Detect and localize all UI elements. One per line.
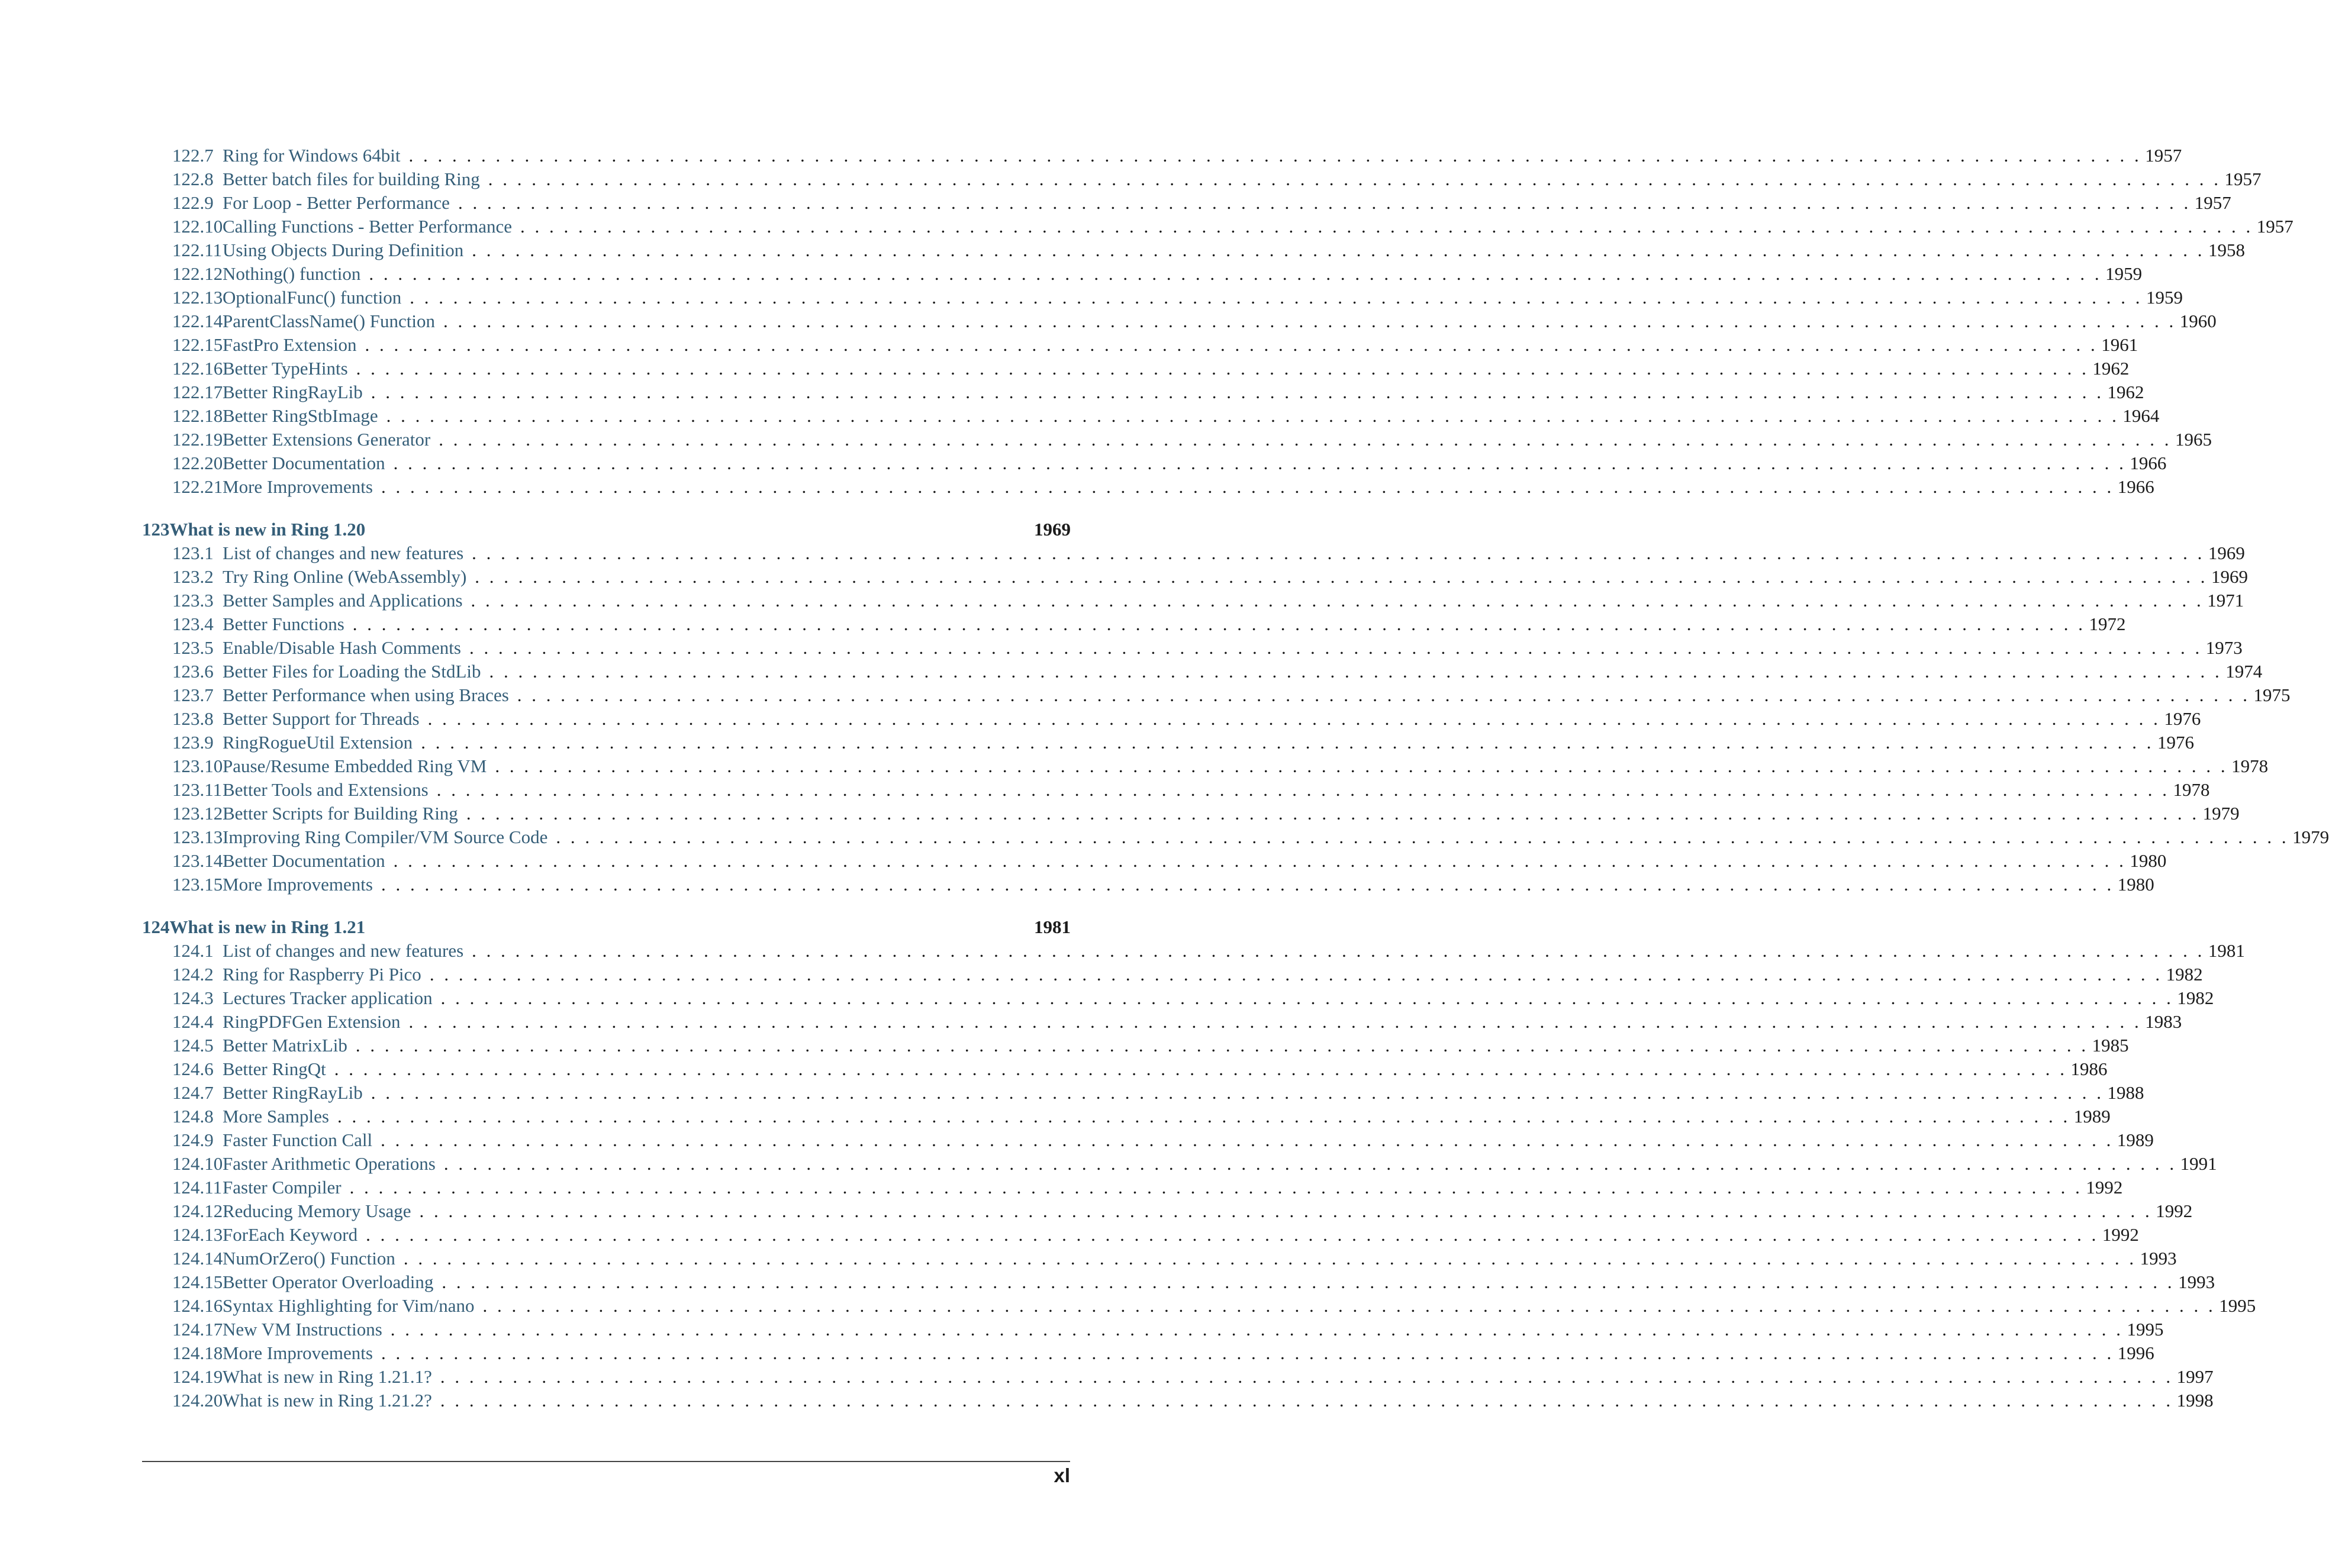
- toc-entry-number: 122.16: [172, 358, 223, 379]
- toc-entry-number: 124.4: [172, 1011, 214, 1032]
- toc-entry-page[interactable]: 1976: [2164, 708, 2201, 729]
- dot-leader: . . . . . . . . . . . . . . . . . . . . . . . . . . . . . . . . . . . . . . . . . . . . . . . . . . . . . . . . . . . . . . . . . . . . . . . . . . . . . . . . . . . . . . . . . . . . . . . . . . . . . . . . . . . . . . . . . . . . . . . .: [408, 145, 2142, 166]
- toc-entry-title[interactable]: More Samples: [223, 1106, 329, 1127]
- toc-entry-page[interactable]: 1969: [2211, 566, 2249, 587]
- toc-entry-page[interactable]: 1969: [2208, 543, 2245, 563]
- toc-section-entry[interactable]: [142, 849, 2167, 873]
- dot-leader: . . . . . . . . . . . . . . . . . . . . . . . . . . . . . . . . . . . . . . . . . . . . . . . . . . . . . . . . . . . . . . . . . . . . . . . . . . . . . . . . . . . . . . . . . . . . . . . . . . . . . . . . . . . . . . . . . . . . . . . .: [439, 429, 2172, 450]
- toc-entry-page[interactable]: 1983: [2145, 1011, 2182, 1032]
- toc-entry-title[interactable]: Improving Ring Compiler/VM Source Code: [223, 827, 548, 847]
- toc-entry-title[interactable]: List of changes and new features: [223, 543, 464, 563]
- toc-section-entry[interactable]: [142, 475, 2154, 499]
- toc-entry-number: 124.6: [172, 1059, 214, 1079]
- toc-entry-title[interactable]: Lectures Tracker application: [223, 988, 433, 1008]
- toc-entry-page[interactable]: 1992: [2086, 1177, 2123, 1198]
- toc-section-entry[interactable]: [142, 451, 2167, 475]
- toc-entry-number: 124.3: [172, 988, 214, 1008]
- dot-leader: . . . . . . . . . . . . . . . . . . . . . . . . . . . . . . . . . . . . . . . . . . . . . . . . . . . . . . . . . . . . . . . . . . . . . . . . . . . . . . . . . . . . . . . . . . . . . . . . . . . . . . . . . . . . . . . . . . . . . . . .: [337, 1106, 2070, 1127]
- dot-leader: . . . . . . . . . . . . . . . . . . . . . . . . . . . . . . . . . . . . . . . . . . . . . . . . . . . . . . . . . . . . . . . . . . . . . . . . . . . . . . . . . . . . . . . . . . . . . . . . . . . . . . . . . . . . . . . . . . . . . . . .: [520, 216, 2253, 237]
- toc-entry-number: 123.9: [172, 732, 214, 753]
- dot-leader: . . . . . . . . . . . . . . . . . . . . . . . . . . . . . . . . . . . . . . . . . . . . . . . . . . . . . . . . . . . . . . . . . . . . . . . . . . . . . . . . . . . . . . . . . . . . . . . . . . . . . . . . . . . . . . . . . . . . . . . .: [443, 311, 2176, 331]
- toc-entry-number: 124.17: [172, 1319, 223, 1340]
- toc-section-entry[interactable]: [142, 660, 2263, 683]
- dot-leader: . . . . . . . . . . . . . . . . . . . . . . . . . . . . . . . . . . . . . . . . . . . . . . . . . . . . . . . . . . . . . . . . . . . . . . . . . . . . . . . . . . . . . . . . . . . . . . . . . . . . . . . . . . . . . . . . . . . . . . . .: [472, 940, 2205, 961]
- toc-entry-number: 123.5: [172, 637, 214, 658]
- dot-leader: . . . . . . . . . . . . . . . . . . . . . . . . . . . . . . . . . . . . . . . . . . . . . . . . . . . . . . . . . . . . . . . . . . . . . . . . . . . . . . . . . . . . . . . . . . . . . . . . . . . . . . . . . . . . . . . . . . . . . . . .: [386, 405, 2119, 426]
- toc-entry-number: 124.12: [172, 1201, 223, 1221]
- toc-section-entry[interactable]: [142, 1318, 2164, 1341]
- toc-entry-title[interactable]: Better Performance when using Braces: [223, 685, 509, 705]
- toc-section-entry[interactable]: [142, 215, 2293, 238]
- toc-entry-title[interactable]: Better batch files for building Ring: [223, 169, 480, 189]
- dot-leader: . . . . . . . . . . . . . . . . . . . . . . . . . . . . . . . . . . . . . . . . . . . . . . . . . . . . . . . . . . . . . . . . . . . . . . . . . . . . . . . . . . . . . . . . . . . . . . . . . . . . . . . . . . . . . . . . . . . . . . . .: [488, 169, 2221, 189]
- toc-entry-page[interactable]: 1989: [2073, 1106, 2111, 1127]
- toc-entry-page[interactable]: 1979: [2202, 803, 2240, 824]
- toc-entry-title[interactable]: What is new in Ring 1.21: [169, 917, 366, 937]
- toc-section-entry[interactable]: [142, 778, 2210, 802]
- toc-section-entry[interactable]: [142, 754, 2269, 778]
- toc-entry-title[interactable]: What is new in Ring 1.21.2?: [223, 1390, 432, 1411]
- toc-section-entry[interactable]: [142, 1081, 2144, 1105]
- toc-entry-number: 122.21: [172, 476, 223, 497]
- toc-entry-page[interactable]: 1972: [2089, 614, 2126, 634]
- toc-entry-number: 123.12: [172, 803, 223, 824]
- toc-section-entry[interactable]: [142, 1128, 2154, 1152]
- toc-entry-title[interactable]: Better RingQt: [223, 1059, 326, 1079]
- dot-leader: . . . . . . . . . . . . . . . . . . . . . . . . . . . . . . . . . . . . . . . . . . . . . . . . . . . . . . . . . . . . . . . . . . . . . . . . . . . . . . . . . . . . . . . . . . . . . . . . . . . . . . . . . . . . . . . . . . . . . . . .: [369, 263, 2102, 284]
- toc-entry-page[interactable]: 1961: [2101, 334, 2138, 355]
- toc-entry-page[interactable]: 1992: [2102, 1224, 2139, 1245]
- toc-entry-page[interactable]: 1980: [2130, 850, 2167, 871]
- toc-entry-number: 124.2: [172, 964, 214, 985]
- toc-section-entry[interactable]: [142, 428, 2212, 451]
- toc-entry-title[interactable]: Faster Compiler: [223, 1177, 342, 1198]
- toc-entry-page[interactable]: 1982: [2166, 964, 2203, 985]
- toc-entry-number: 123.14: [172, 850, 223, 871]
- toc-entry-page[interactable]: 1988: [2107, 1082, 2144, 1103]
- toc-section-entry[interactable]: [142, 144, 2182, 167]
- toc-section-entry[interactable]: [142, 565, 2249, 589]
- toc-section-entry[interactable]: [142, 1152, 2217, 1176]
- dot-leader: . . . . . . . . . . . . . . . . . . . . . . . . . . . . . . . . . . . . . . . . . . . . . . . . . . . . . . . . . . . . . . . . . . . . . . . . . . . . . . . . . . . . . . . . . . . . . . . . . . . . . . . . . . . . . . . . . . . . . . . .: [390, 1319, 2124, 1340]
- dot-leader: . . . . . . . . . . . . . . . . . . . . . . . . . . . . . . . . . . . . . . . . . . . . . . . . . . . . . . . . . . . . . . . . . . . . . . . . . . . . . . . . . . . . . . . . . . . . . . . . . . . . . . . . . . . . . . . . . . . . . . . .: [489, 661, 2222, 682]
- dot-leader: . . . . . . . . . . . . . . . . . . . . . . . . . . . . . . . . . . . . . . . . . . . . . . . . . . . . . . . . . . . . . . . . . . . . . . . . . . . . . . . . . . . . . . . . . . . . . . . . . . . . . . . . . . . . . . . . . . . . . . . .: [429, 964, 2163, 985]
- toc-section-entry[interactable]: [142, 589, 2244, 612]
- toc-section-entry[interactable]: [142, 636, 2243, 660]
- dot-leader: . . . . . . . . . . . . . . . . . . . . . . . . . . . . . . . . . . . . . . . . . . . . . . . . . . . . . . . . . . . . . . . . . . . . . . . . . . . . . . . . . . . . . . . . . . . . . . . . . . . . . . . . . . . . . . . . . . . . . . . .: [440, 988, 2174, 1008]
- dot-leader: . . . . . . . . . . . . . . . . . . . . . . . . . . . . . . . . . . . . . . . . . . . . . . . . . . . . . . . . . . . . . . . . . . . . . . . . . . . . . . . . . . . . . . . . . . . . . . . . . . . . . . . . . . . . . . . . . . . . . . . .: [472, 240, 2205, 260]
- dot-leader: . . . . . . . . . . . . . . . . . . . . . . . . . . . . . . . . . . . . . . . . . . . . . . . . . . . . . . . . . . . . . . . . . . . . . . . . . . . . . . . . . . . . . . . . . . . . . . . . . . . . . . . . . . . . . . . . . . . . . . . .: [408, 1011, 2142, 1032]
- toc-section-entry[interactable]: [142, 1010, 2182, 1034]
- toc-entry-title[interactable]: Better Support for Threads: [223, 708, 420, 729]
- toc-section-entry[interactable]: [142, 825, 2329, 849]
- dot-leader: . . . . . . . . . . . . . . . . . . . . . . . . . . . . . . . . . . . . . . . . . . . . . . . . . . . . . . . . . . . . . . . . . . . . . . . . . . . . . . . . . . . . . . . . . . . . . . . . . . . . . . . . . . . . . . . . . . . . . . . .: [366, 1224, 2099, 1245]
- toc-entry-number: 124: [142, 917, 170, 937]
- toc-entry-title[interactable]: Pause/Resume Embedded Ring VM: [223, 756, 487, 776]
- dot-leader: . . . . . . . . . . . . . . . . . . . . . . . . . . . . . . . . . . . . . . . . . . . . . . . . . . . . . . . . . . . . . . . . . . . . . . . . . . . . . . . . . . . . . . . . . . . . . . . . . . . . . . . . . . . . . . . . . . . . . . . .: [469, 637, 2202, 658]
- toc-entry-title[interactable]: ForEach Keyword: [223, 1224, 358, 1245]
- toc-entry-title[interactable]: ParentClassName() Function: [223, 311, 436, 331]
- dot-leader: . . . . . . . . . . . . . . . . . . . . . . . . . . . . . . . . . . . . . . . . . . . . . . . . . . . . . . . . . . . . . . . . . . . . . . . . . . . . . . . . . . . . . . . . . . . . . . . . . . . . . . . . . . . . . . . . . . . . . . . .: [371, 382, 2104, 402]
- toc-entry-page[interactable]: 1973: [2205, 637, 2243, 658]
- dot-leader: . . . . . . . . . . . . . . . . . . . . . . . . . . . . . . . . . . . . . . . . . . . . . . . . . . . . . . . . . . . . . . . . . . . . . . . . . . . . . . . . . . . . . . . . . . . . . . . . . . . . . . . . . . . . . . . . . . . . . . . .: [381, 1130, 2114, 1150]
- toc-entry-title[interactable]: Better RingRayLib: [223, 1082, 363, 1103]
- toc-entry-title[interactable]: RingPDFGen Extension: [223, 1011, 401, 1032]
- toc-entry-title[interactable]: Nothing() function: [223, 263, 361, 284]
- dot-leader: . . . . . . . . . . . . . . . . . . . . . . . . . . . . . . . . . . . . . . . . . . . . . . . . . . . . . . . . . . . . . . . . . . . . . . . . . . . . . . . . . . . . . . . . . . . . . . . . . . . . . . . . . . . . . . . . . . . . . . . .: [381, 1343, 2114, 1363]
- toc-section-entry[interactable]: [142, 1199, 2193, 1223]
- toc-section-entry[interactable]: [142, 404, 2160, 428]
- footer-divider: [142, 1461, 1070, 1462]
- toc-entry-number: 123: [142, 519, 170, 540]
- toc-entry-number: 122.14: [172, 311, 223, 331]
- dot-leader: . . . . . . . . . . . . . . . . . . . . . . . . . . . . . . . . . . . . . . . . . . . . . . . . . . . . . . . . . . . . . . . . . . . . . . . . . . . . . . . . . . . . . . . . . . . . . . . . . . . . . . . . . . . . . . . . . . . . . . . .: [475, 566, 2208, 587]
- toc-section-entry[interactable]: [142, 1034, 2129, 1057]
- toc-entry-page[interactable]: 1997: [2176, 1366, 2214, 1387]
- toc-entry-page[interactable]: 1998: [2176, 1390, 2214, 1411]
- toc-entry-page[interactable]: 1992: [2156, 1201, 2193, 1221]
- toc-entry-page[interactable]: 1957: [2256, 216, 2293, 237]
- toc-entry-number: 124.14: [172, 1248, 223, 1269]
- toc-entry-number: 122.19: [172, 429, 223, 450]
- dot-leader: . . . . . . . . . . . . . . . . . . . . . . . . . . . . . . . . . . . . . . . . . . . . . . . . . . . . . . . . . . . . . . . . . . . . . . . . . . . . . . . . . . . . . . . . . . . . . . . . . . . . . . . . . . . . . . . . . . . . . . . .: [472, 543, 2205, 563]
- toc-section-entry[interactable]: [142, 333, 2138, 357]
- toc-entry-page[interactable]: 1980: [2117, 874, 2154, 895]
- toc-entry-number: 122.10: [172, 216, 223, 237]
- toc-entry-title[interactable]: Better Documentation: [223, 453, 385, 473]
- toc-section-entry[interactable]: [142, 683, 2291, 707]
- toc-entry-number: 122.7: [172, 145, 214, 166]
- toc-section-entry[interactable]: [142, 1223, 2139, 1247]
- toc-section-entry[interactable]: [142, 939, 2245, 963]
- toc-section-entry[interactable]: [142, 873, 2154, 896]
- toc-section-entry[interactable]: [142, 238, 2246, 262]
- toc-entry-page[interactable]: 1991: [2180, 1153, 2217, 1174]
- toc-entry-page[interactable]: 1957: [2145, 145, 2182, 166]
- toc-entry-page[interactable]: 1986: [2070, 1059, 2108, 1079]
- toc-entry-page[interactable]: 1981: [2208, 940, 2245, 961]
- toc-section-entry[interactable]: [142, 963, 2203, 986]
- toc-entry-title[interactable]: Reducing Memory Usage: [223, 1201, 411, 1221]
- toc-section-entry[interactable]: [142, 541, 2245, 565]
- dot-leader: . . . . . . . . . . . . . . . . . . . . . . . . . . . . . . . . . . . . . . . . . . . . . . . . . . . . . . . . . . . . . . . . . . . . . . . . . . . . . . . . . . . . . . . . . . . . . . . . . . . . . . . . . . . . . . . . . . . . . . . .: [381, 476, 2114, 497]
- dot-leader: . . . . . . . . . . . . . . . . . . . . . . . . . . . . . . . . . . . . . . . . . . . . . . . . . . . . . . . . . . . . . . . . . . . . . . . . . . . . . . . . . . . . . . . . . . . . . . . . . . . . . . . . . . . . . . . . . . . . . . . .: [410, 287, 2143, 308]
- toc-entry-title[interactable]: Better Extensions Generator: [223, 429, 431, 450]
- toc-entry-page[interactable]: 1962: [2092, 358, 2130, 379]
- toc-entry-number: 123.11: [172, 779, 223, 800]
- toc-entry-title[interactable]: New VM Instructions: [223, 1319, 382, 1340]
- dot-leader: . . . . . . . . . . . . . . . . . . . . . . . . . . . . . . . . . . . . . . . . . . . . . . . . . . . . . . . . . . . . . . . . . . . . . . . . . . . . . . . . . . . . . . . . . . . . . . . . . . . . . . . . . . . . . . . . . . . . . . . .: [471, 590, 2204, 611]
- toc-entry-page[interactable]: 1995: [2219, 1295, 2256, 1316]
- toc-entry-number: 123.7: [172, 685, 214, 705]
- dot-leader: . . . . . . . . . . . . . . . . . . . . . . . . . . . . . . . . . . . . . . . . . . . . . . . . . . . . . . . . . . . . . . . . . . . . . . . . . . . . . . . . . . . . . . . . . . . . . . . . . . . . . . . . . . . . . . . . . . . . . . . .: [556, 827, 2289, 847]
- toc-entry-title[interactable]: NumOrZero() Function: [223, 1248, 395, 1269]
- toc-entry-title[interactable]: Ring for Raspberry Pi Pico: [223, 964, 421, 985]
- toc-section-entry[interactable]: [142, 1176, 2123, 1199]
- toc-entry-number: 124.1: [172, 940, 214, 961]
- toc-entry-title[interactable]: Syntax Highlighting for Vim/nano: [223, 1295, 475, 1316]
- dot-leader: . . . . . . . . . . . . . . . . . . . . . . . . . . . . . . . . . . . . . . . . . . . . . . . . . . . . . . . . . . . . . . . . . . . . . . . . . . . . . . . . . . . . . . . . . . . . . . . . . . . . . . . . . . . . . . . . . . . . . . . .: [355, 1035, 2089, 1056]
- toc-entry-title[interactable]: Better Scripts for Building Ring: [223, 803, 458, 824]
- toc-entry-number: 122.12: [172, 263, 223, 284]
- toc-entry-page[interactable]: 1995: [2127, 1319, 2164, 1340]
- toc-section-entry[interactable]: [142, 1105, 2111, 1128]
- toc-entry-page[interactable]: 1976: [2157, 732, 2194, 753]
- dot-leader: . . . . . . . . . . . . . . . . . . . . . . . . . . . . . . . . . . . . . . . . . . . . . . . . . . . . . . . . . . . . . . . . . . . . . . . . . . . . . . . . . . . . . . . . . . . . . . . . . . . . . . . . . . . . . . . . . . . . . . . .: [349, 1177, 2083, 1198]
- toc-entry-page[interactable]: 1966: [2117, 476, 2154, 497]
- dot-leader: . . . . . . . . . . . . . . . . . . . . . . . . . . . . . . . . . . . . . . . . . . . . . . . . . . . . . . . . . . . . . . . . . . . . . . . . . . . . . . . . . . . . . . . . . . . . . . . . . . . . . . . . . . . . . . . . . . . . . . . .: [458, 192, 2191, 213]
- toc-entry-number: 123.10: [172, 756, 223, 776]
- table-of-contents: [142, 144, 2329, 1412]
- toc-entry-number: 124.16: [172, 1295, 223, 1316]
- toc-entry-page[interactable]: 1989: [2117, 1130, 2154, 1150]
- toc-section-entry[interactable]: [142, 1247, 2177, 1270]
- toc-entry-number: 122.18: [172, 405, 223, 426]
- toc-entry-title[interactable]: RingRogueUtil Extension: [223, 732, 413, 753]
- toc-entry-page[interactable]: 1964: [2122, 405, 2160, 426]
- toc-section-entry[interactable]: [142, 1294, 2256, 1318]
- dot-leader: . . . . . . . . . . . . . . . . . . . . . . . . . . . . . . . . . . . . . . . . . . . . . . . . . . . . . . . . . . . . . . . . . . . . . . . . . . . . . . . . . . . . . . . . . . . . . . . . . . . . . . . . . . . . . . . . . . . . . . . .: [334, 1059, 2067, 1079]
- toc-entry-title[interactable]: Better Operator Overloading: [223, 1272, 434, 1292]
- toc-entry-title[interactable]: Faster Arithmetic Operations: [223, 1153, 436, 1174]
- toc-entry-number: 124.9: [172, 1130, 214, 1150]
- toc-entry-page[interactable]: 1965: [2175, 429, 2212, 450]
- toc-entry-page[interactable]: 1971: [2207, 590, 2244, 611]
- toc-entry-title[interactable]: Better Samples and Applications: [223, 590, 463, 611]
- toc-entry-number: 123.4: [172, 614, 214, 634]
- toc-section-entry[interactable]: [142, 167, 2262, 191]
- toc-section-entry[interactable]: [142, 286, 2183, 309]
- toc-entry-number: 122.15: [172, 334, 223, 355]
- dot-leader: . . . . . . . . . . . . . . . . . . . . . . . . . . . . . . . . . . . . . . . . . . . . . . . . . . . . . . . . . . . . . . . . . . . . . . . . . . . . . . . . . . . . . . . . . . . . . . . . . . . . . . . . . . . . . . . . . . . . . . . .: [421, 732, 2154, 753]
- toc-entry-page[interactable]: 1996: [2117, 1343, 2154, 1363]
- toc-entry-number: 123.6: [172, 661, 214, 682]
- toc-entry-title[interactable]: Try Ring Online (WebAssembly): [223, 566, 467, 587]
- toc-entry-title[interactable]: Enable/Disable Hash Comments: [223, 637, 461, 658]
- toc-entry-number: 124.19: [172, 1366, 223, 1387]
- toc-entry-number: 124.11: [172, 1177, 223, 1198]
- dot-leader: . . . . . . . . . . . . . . . . . . . . . . . . . . . . . . . . . . . . . . . . . . . . . . . . . . . . . . . . . . . . . . . . . . . . . . . . . . . . . . . . . . . . . . . . . . . . . . . . . . . . . . . . . . . . . . . . . . . . . . . .: [442, 1272, 2175, 1292]
- dot-leader: . . . . . . . . . . . . . . . . . . . . . . . . . . . . . . . . . . . . . . . . . . . . . . . . . . . . . . . . . . . . . . . . . . . . . . . . . . . . . . . . . . . . . . . . . . . . . . . . . . . . . . . . . . . . . . . . . . . . . . . .: [440, 1390, 2173, 1411]
- toc-entry-page[interactable]: 1960: [2179, 311, 2217, 331]
- toc-entry-title[interactable]: OptionalFunc() function: [223, 287, 402, 308]
- toc-section-entry[interactable]: [142, 802, 2240, 825]
- toc-section-entry[interactable]: [142, 707, 2201, 731]
- toc-entry-number: 122.20: [172, 453, 223, 473]
- toc-entry-title[interactable]: What is new in Ring 1.21.1?: [223, 1366, 432, 1387]
- toc-entry-page[interactable]: 1957: [2224, 169, 2262, 189]
- toc-entry-title[interactable]: Better Functions: [223, 614, 344, 634]
- toc-entry-title[interactable]: More Improvements: [223, 1343, 373, 1363]
- toc-entry-title[interactable]: Better MatrixLib: [223, 1035, 347, 1056]
- dot-leader: . . . . . . . . . . . . . . . . . . . . . . . . . . . . . . . . . . . . . . . . . . . . . . . . . . . . . . . . . . . . . . . . . . . . . . . . . . . . . . . . . . . . . . . . . . . . . . . . . . . . . . . . . . . . . . . . . . . . . . . .: [427, 708, 2161, 729]
- dot-leader: . . . . . . . . . . . . . . . . . . . . . . . . . . . . . . . . . . . . . . . . . . . . . . . . . . . . . . . . . . . . . . . . . . . . . . . . . . . . . . . . . . . . . . . . . . . . . . . . . . . . . . . . . . . . . . . . . . . . . . . .: [482, 1295, 2216, 1316]
- toc-entry-title[interactable]: More Improvements: [223, 476, 373, 497]
- toc-entry-page[interactable]: 1974: [2225, 661, 2263, 682]
- dot-leader: . . . . . . . . . . . . . . . . . . . . . . . . . . . . . . . . . . . . . . . . . . . . . . . . . . . . . . . . . . . . . . . . . . . . . . . . . . . . . . . . . . . . . . . . . . . . . . . . . . . . . . . . . . . . . . . . . . . . . . . .: [403, 1248, 2137, 1269]
- toc-entry-title[interactable]: For Loop - Better Performance: [223, 192, 450, 213]
- toc-entry-page[interactable]: 1959: [2146, 287, 2183, 308]
- dot-leader: . . . . . . . . . . . . . . . . . . . . . . . . . . . . . . . . . . . . . . . . . . . . . . . . . . . . . . . . . . . . . . . . . . . . . . . . . . . . . . . . . . . . . . . . . . . . . . . . . . . . . . . . . . . . . . . . . . . . . . . .: [365, 334, 2098, 355]
- toc-entry-number: 122.11: [172, 240, 223, 260]
- toc-section-entry[interactable]: [142, 986, 2214, 1010]
- toc-chapter-entry[interactable]: [142, 518, 1080, 541]
- toc-section-entry[interactable]: [142, 380, 2144, 404]
- toc-entry-title[interactable]: Better Files for Loading the StdLib: [223, 661, 481, 682]
- toc-entry-title[interactable]: List of changes and new features: [223, 940, 464, 961]
- toc-entry-number: 124.5: [172, 1035, 214, 1056]
- toc-entry-page[interactable]: 1969: [1034, 519, 1071, 540]
- toc-entry-title[interactable]: More Improvements: [223, 874, 373, 895]
- toc-section-entry[interactable]: [142, 262, 2143, 286]
- toc-entry-number: 122.17: [172, 382, 223, 402]
- toc-section-entry[interactable]: [142, 191, 2231, 215]
- toc-entry-title[interactable]: Better Documentation: [223, 850, 385, 871]
- dot-leader: . . . . . . . . . . . . . . . . . . . . . . . . . . . . . . . . . . . . . . . . . . . . . . . . . . . . . . . . . . . . . . . . . . . . . . . . . . . . . . . . . . . . . . . . . . . . . . . . . . . . . . . . . . . . . . . . . . . . . . . .: [517, 685, 2250, 705]
- toc-entry-page[interactable]: 1982: [2177, 988, 2214, 1008]
- toc-entry-title[interactable]: Better TypeHints: [223, 358, 348, 379]
- toc-section-entry[interactable]: [142, 1341, 2154, 1365]
- dot-leader: . . . . . . . . . . . . . . . . . . . . . . . . . . . . . . . . . . . . . . . . . . . . . . . . . . . . . . . . . . . . . . . . . . . . . . . . . . . . . . . . . . . . . . . . . . . . . . . . . . . . . . . . . . . . . . . . . . . . . . . .: [393, 453, 2127, 473]
- toc-entry-title[interactable]: Better Tools and Extensions: [223, 779, 429, 800]
- toc-entry-page[interactable]: 1978: [2173, 779, 2210, 800]
- toc-section-entry[interactable]: [142, 731, 2194, 754]
- toc-entry-number: 122.8: [172, 169, 214, 189]
- toc-entry-number: 124.13: [172, 1224, 223, 1245]
- toc-entry-page[interactable]: 1962: [2107, 382, 2144, 402]
- toc-entry-number: 123.15: [172, 874, 223, 895]
- toc-entry-page[interactable]: 1985: [2092, 1035, 2129, 1056]
- toc-entry-number: 124.20: [172, 1390, 223, 1411]
- toc-section-entry[interactable]: [142, 1270, 2215, 1294]
- toc-section-entry[interactable]: [142, 1365, 2214, 1389]
- toc-entry-title[interactable]: Faster Function Call: [223, 1130, 373, 1150]
- dot-leader: . . . . . . . . . . . . . . . . . . . . . . . . . . . . . . . . . . . . . . . . . . . . . . . . . . . . . . . . . . . . . . . . . . . . . . . . . . . . . . . . . . . . . . . . . . . . . . . . . . . . . . . . . . . . . . . . . . . . . . . .: [495, 756, 2228, 776]
- dot-leader: . . . . . . . . . . . . . . . . . . . . . . . . . . . . . . . . . . . . . . . . . . . . . . . . . . . . . . . . . . . . . . . . . . . . . . . . . . . . . . . . . . . . . . . . . . . . . . . . . . . . . . . . . . . . . . . . . . . . . . . .: [436, 779, 2170, 800]
- dot-leader: . . . . . . . . . . . . . . . . . . . . . . . . . . . . . . . . . . . . . . . . . . . . . . . . . . . . . . . . . . . . . . . . . . . . . . . . . . . . . . . . . . . . . . . . . . . . . . . . . . . . . . . . . . . . . . . . . . . . . . . .: [352, 614, 2086, 634]
- dot-leader: . . . . . . . . . . . . . . . . . . . . . . . . . . . . . . . . . . . . . . . . . . . . . . . . . . . . . . . . . . . . . . . . . . . . . . . . . . . . . . . . . . . . . . . . . . . . . . . . . . . . . . . . . . . . . . . . . . . . . . . .: [443, 1153, 2177, 1174]
- toc-entry-number: 124.10: [172, 1153, 223, 1174]
- dot-leader: . . . . . . . . . . . . . . . . . . . . . . . . . . . . . . . . . . . . . . . . . . . . . . . . . . . . . . . . . . . . . . . . . . . . . . . . . . . . . . . . . . . . . . . . . . . . . . . . . . . . . . . . . . . . . . . . . . . . . . . .: [356, 358, 2089, 379]
- toc-entry-number: 123.13: [172, 827, 223, 847]
- dot-leader: . . . . . . . . . . . . . . . . . . . . . . . . . . . . . . . . . . . . . . . . . . . . . . . . . . . . . . . . . . . . . . . . . . . . . . . . . . . . . . . . . . . . . . . . . . . . . . . . . . . . . . . . . . . . . . . . . . . . . . . .: [381, 874, 2114, 895]
- dot-leader: . . . . . . . . . . . . . . . . . . . . . . . . . . . . . . . . . . . . . . . . . . . . . . . . . . . . . . . . . . . . . . . . . . . . . . . . . . . . . . . . . . . . . . . . . . . . . . . . . . . . . . . . . . . . . . . . . . . . . . . .: [393, 850, 2127, 871]
- toc-entry-number: 123.2: [172, 566, 214, 587]
- dot-leader: . . . . . . . . . . . . . . . . . . . . . . . . . . . . . . . . . . . . . . . . . . . . . . . . . . . . . . . . . . . . . . . . . . . . . . . . . . . . . . . . . . . . . . . . . . . . . . . . . . . . . . . . . . . . . . . . . . . . . . . .: [440, 1366, 2173, 1387]
- dot-leader: . . . . . . . . . . . . . . . . . . . . . . . . . . . . . . . . . . . . . . . . . . . . . . . . . . . . . . . . . . . . . . . . . . . . . . . . . . . . . . . . . . . . . . . . . . . . . . . . . . . . . . . . . . . . . . . . . . . . . . . .: [466, 803, 2199, 824]
- toc-section-entry[interactable]: [142, 309, 2217, 333]
- toc-section-entry[interactable]: [142, 1389, 2214, 1412]
- toc-entry-number: 124.15: [172, 1272, 223, 1292]
- toc-entry-title[interactable]: Calling Functions - Better Performance: [223, 216, 512, 237]
- toc-chapter-entry[interactable]: [142, 915, 1080, 939]
- toc-entry-page[interactable]: 1979: [2292, 827, 2329, 847]
- dot-leader: . . . . . . . . . . . . . . . . . . . . . . . . . . . . . . . . . . . . . . . . . . . . . . . . . . . . . . . . . . . . . . . . . . . . . . . . . . . . . . . . . . . . . . . . . . . . . . . . . . . . . . . . . . . . . . . . . . . . . . . .: [371, 1082, 2104, 1103]
- toc-entry-title[interactable]: FastPro Extension: [223, 334, 357, 355]
- toc-entry-number: 123.3: [172, 590, 214, 611]
- dot-leader: . . . . . . . . . . . . . . . . . . . . . . . . . . . . . . . . . . . . . . . . . . . . . . . . . . . . . . . . . . . . . . . . . . . . . . . . . . . . . . . . . . . . . . . . . . . . . . . . . . . . . . . . . . . . . . . . . . . . . . . .: [419, 1201, 2153, 1221]
- toc-entry-number: 123.1: [172, 543, 214, 563]
- toc-entry-page[interactable]: 1993: [2140, 1248, 2177, 1269]
- toc-entry-page[interactable]: 1975: [2253, 685, 2291, 705]
- toc-entry-number: 124.18: [172, 1343, 223, 1363]
- toc-entry-number: 122.9: [172, 192, 214, 213]
- toc-entry-number: 124.8: [172, 1106, 214, 1127]
- toc-entry-page[interactable]: 1978: [2231, 756, 2269, 776]
- toc-entry-title[interactable]: Better RingRayLib: [223, 382, 363, 402]
- toc-entry-page[interactable]: 1959: [2105, 263, 2143, 284]
- toc-entry-number: 123.8: [172, 708, 214, 729]
- toc-entry-page[interactable]: 1957: [2194, 192, 2231, 213]
- toc-entry-number: 124.7: [172, 1082, 214, 1103]
- footer-page-number: xl: [1054, 1464, 1070, 1486]
- toc-entry-title[interactable]: Using Objects During Definition: [223, 240, 464, 260]
- toc-section-entry[interactable]: [142, 612, 2126, 636]
- toc-entry-page[interactable]: 1981: [1034, 917, 1071, 937]
- toc-section-entry[interactable]: [142, 357, 2130, 380]
- toc-section-entry[interactable]: [142, 1057, 2108, 1081]
- toc-entry-page[interactable]: 1993: [2178, 1272, 2215, 1292]
- toc-entry-title[interactable]: What is new in Ring 1.20: [169, 519, 366, 540]
- toc-entry-page[interactable]: 1966: [2130, 453, 2167, 473]
- toc-entry-page[interactable]: 1958: [2208, 240, 2246, 260]
- toc-entry-title[interactable]: Better RingStbImage: [223, 405, 378, 426]
- toc-entry-title[interactable]: Ring for Windows 64bit: [223, 145, 401, 166]
- toc-entry-number: 122.13: [172, 287, 223, 308]
